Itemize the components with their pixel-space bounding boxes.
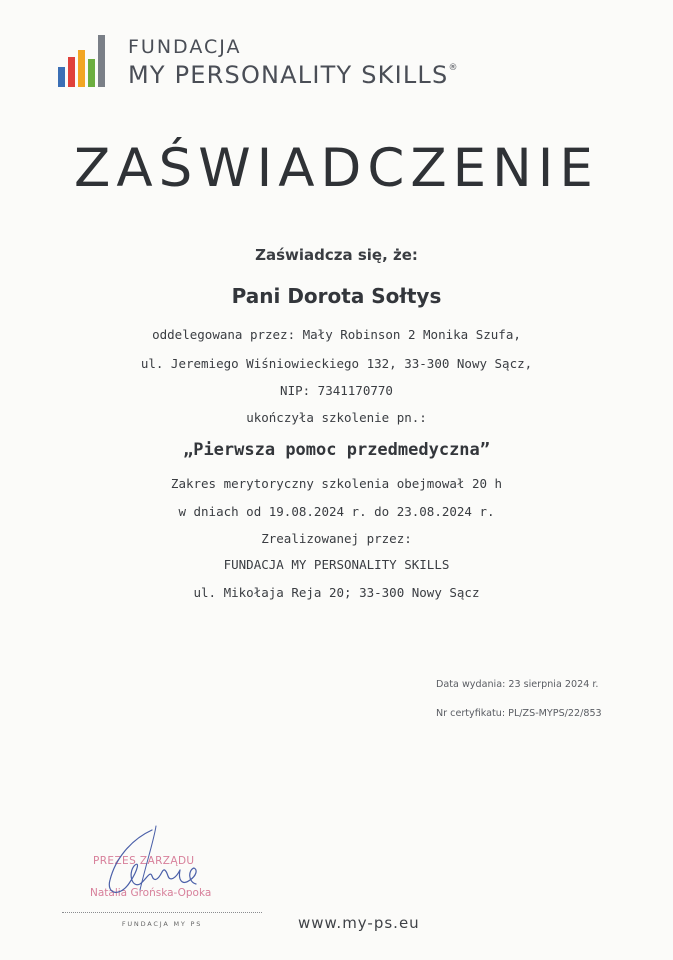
course-name: „Pierwsza pomoc przedmedyczna” — [182, 440, 491, 460]
recipient-name: Pani Dorota Sołtys — [231, 284, 442, 308]
training-scope-line: Zakres merytoryczny szkolenia obejmował 20 h — [170, 476, 503, 491]
training-dates-line: w dniach od 19.08.2024 r. do 23.08.2024 r. — [178, 504, 495, 519]
website-link[interactable]: www.my-ps.eu — [298, 914, 420, 932]
signature-stamp — [60, 820, 260, 915]
issue-date: Data wydania: 23 sierpnia 2024 r. — [436, 679, 599, 690]
signature-line — [62, 912, 262, 913]
organizer-name: FUNDACJA MY PERSONALITY SKILLS — [223, 557, 450, 572]
nip-line: NIP: 7341170770 — [280, 383, 393, 398]
delegator-address-line: ul. Jeremiego Wiśniowieckiego 132, 33-300 Nowy Sącz, — [140, 356, 533, 371]
bar-chart-logo-icon — [58, 33, 110, 89]
intro-text: Zaświadcza się, że: — [255, 246, 418, 264]
stamp-title: PREZES ZARZĄDU — [93, 855, 195, 867]
logo-line-2: MY PERSONALITY SKILLS® — [128, 61, 459, 89]
stamp-name: Natalia Grońska-Opoka — [90, 887, 212, 899]
delegated-by-line: oddelegowana przez: Mały Robinson 2 Monika Szufa, — [152, 327, 521, 342]
realized-by-line: Zrealizowanej przez: — [261, 531, 412, 546]
signature-caption: FUNDACJA MY PS — [121, 920, 203, 928]
logo-line-1: FUNDACJA — [128, 36, 242, 58]
foundation-logo — [58, 33, 498, 93]
completed-training-line: ukończyła szkolenie pn.: — [246, 410, 427, 425]
organizer-address: ul. Mikołaja Reja 20; 33-300 Nowy Sącz — [193, 585, 480, 600]
certificate-title: ZAŚWIADCZENIE — [74, 138, 599, 199]
certificate-number: Nr certyfikatu: PL/ZS-MYPS/22/853 — [436, 708, 602, 719]
registered-mark: ® — [448, 63, 459, 73]
